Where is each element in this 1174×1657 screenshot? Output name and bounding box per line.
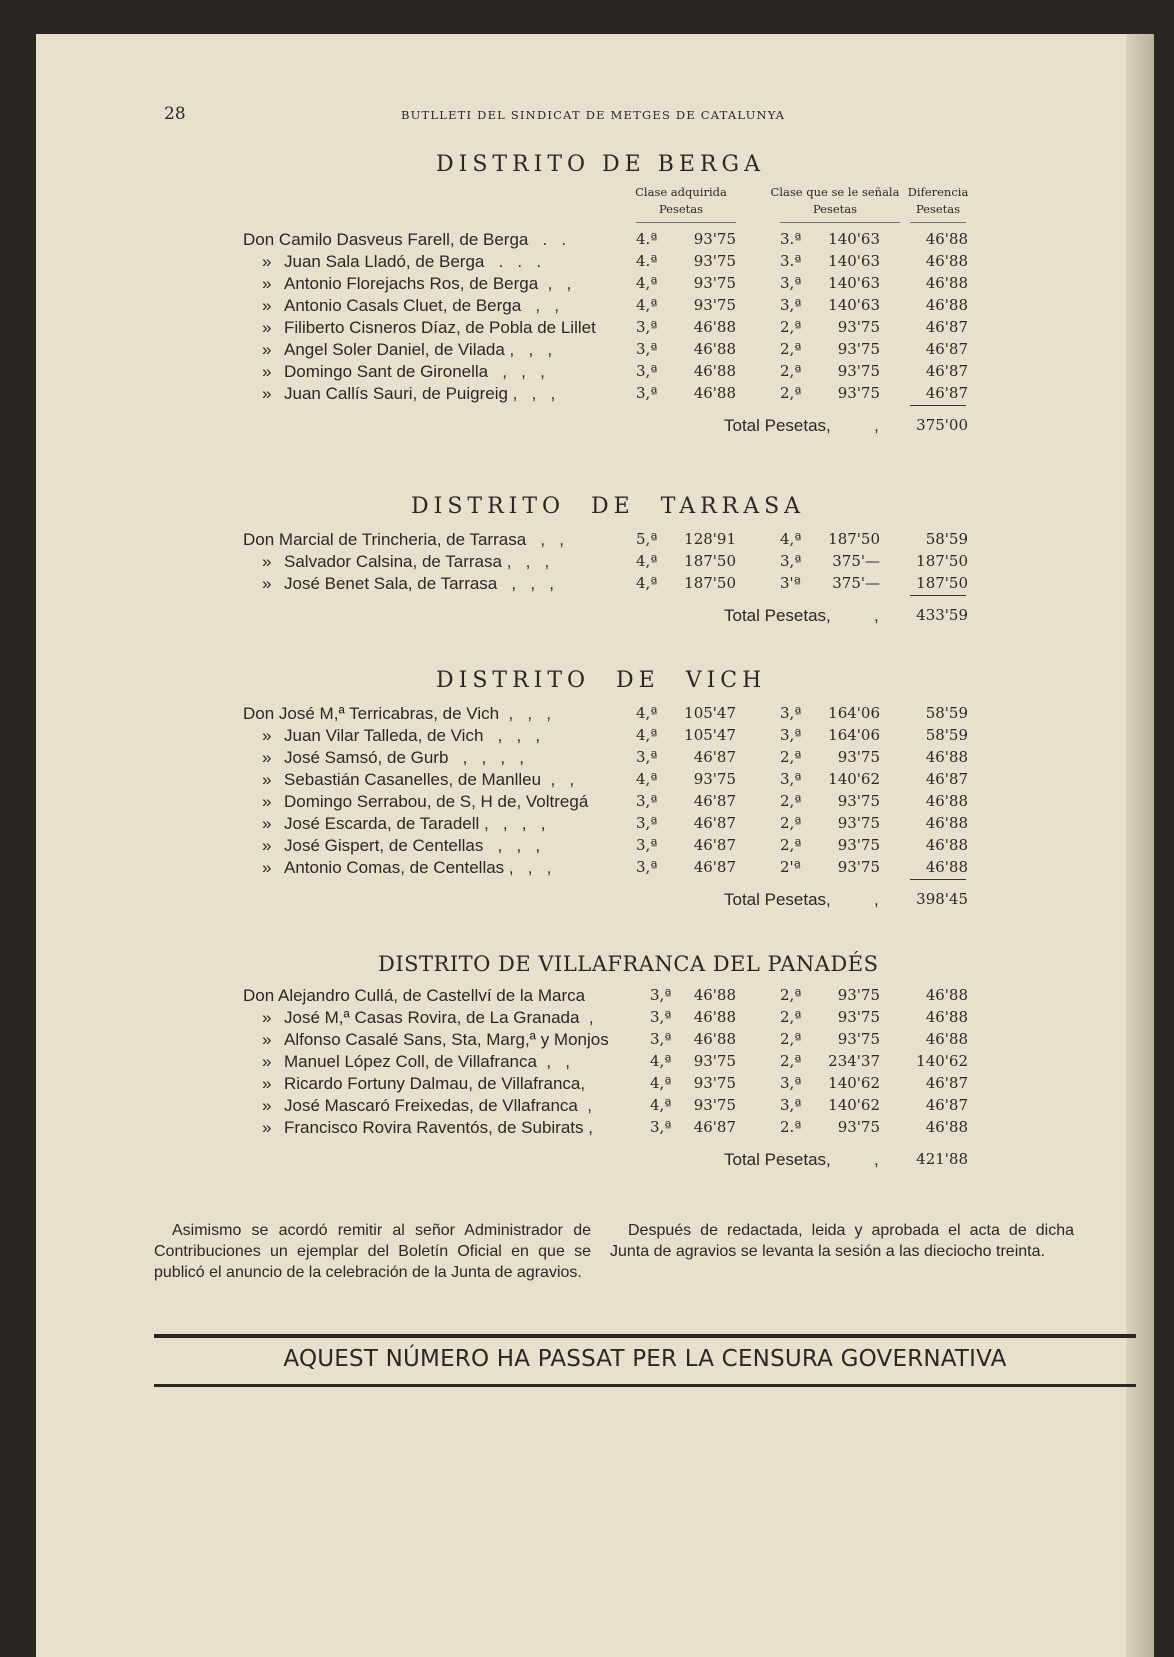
ditto-mark: » <box>262 362 272 381</box>
class-acquired: 3,ª <box>636 858 658 876</box>
column-rule <box>910 222 966 223</box>
class-assigned: 3,ª <box>780 726 802 744</box>
table-row <box>36 1118 1154 1140</box>
person-name: Juan Sala Lladó, de Berga . . . <box>284 252 542 271</box>
table-row <box>36 792 1154 814</box>
person-name: Antonio Casals Cluet, de Berga , , <box>284 296 559 315</box>
closing-paragraph-right: Después de redactada, leida y aprobada el acta de dicha Junta de agravios se levanta la sesión a las dieciocho treinta. <box>610 1222 1074 1260</box>
ditto-mark: » <box>262 770 272 789</box>
class-acquired: 3,ª <box>636 318 658 336</box>
table-row <box>36 1052 1154 1074</box>
value-difference: 58'59 <box>925 704 968 722</box>
class-assigned: 3,ª <box>780 552 802 570</box>
value-assigned: 93'75 <box>837 986 880 1004</box>
value-acquired: 93'75 <box>693 1074 736 1092</box>
value-acquired: 46'88 <box>693 318 736 336</box>
class-acquired: 3,ª <box>650 1118 672 1136</box>
value-difference: 46'88 <box>925 252 968 270</box>
value-assigned: 93'75 <box>837 858 880 876</box>
district-title: DISTRITO DE BERGA <box>436 152 765 177</box>
class-assigned: 2,ª <box>780 384 802 402</box>
value-assigned: 93'75 <box>837 1008 880 1026</box>
ditto-mark: » <box>262 296 272 315</box>
ditto-mark: » <box>262 1052 272 1071</box>
class-assigned: 2'ª <box>780 858 801 876</box>
person-name: Domingo Serrabou, de S, H de, Voltregá <box>284 792 589 811</box>
closing-paragraph-left: Asimismo se acordó remitir al señor Administrador de Contribuciones un ejemplar del Boletín Oficial en que se publicó el anuncio de la celebración de la Junta de agravios. <box>154 1222 591 1281</box>
value-acquired: 46'88 <box>693 362 736 380</box>
person-name: José Mascaró Freixedas, de Vllafranca , <box>284 1096 593 1115</box>
value-assigned: 140'62 <box>828 1074 880 1092</box>
class-assigned: 2,ª <box>780 340 802 358</box>
class-assigned: 2,ª <box>780 748 802 766</box>
value-acquired: 187'50 <box>684 574 736 592</box>
table-row <box>36 574 1154 596</box>
table-row <box>36 274 1154 296</box>
total-comma: , <box>874 606 879 625</box>
table-row <box>36 1008 1154 1030</box>
ditto-mark: » <box>262 748 272 767</box>
class-acquired: 3,ª <box>650 1030 672 1048</box>
total-label: Total Pesetas, <box>724 890 831 909</box>
value-difference: 46'88 <box>925 1008 968 1026</box>
ditto-mark: » <box>262 1074 272 1093</box>
value-assigned: 93'75 <box>837 384 880 402</box>
ditto-mark: » <box>262 340 272 359</box>
value-assigned: 140'63 <box>828 230 880 248</box>
table-row <box>36 748 1154 770</box>
person-name: Domingo Sant de Gironella , , , <box>284 362 545 381</box>
value-assigned: 93'75 <box>837 748 880 766</box>
value-acquired: 93'75 <box>693 252 736 270</box>
class-assigned: 2,ª <box>780 1030 802 1048</box>
value-acquired: 93'75 <box>693 1052 736 1070</box>
table-row <box>36 384 1154 406</box>
total-rule <box>910 879 966 880</box>
total-rule <box>910 595 966 596</box>
col-head-adquirida <box>606 184 756 218</box>
column-rule <box>780 222 900 223</box>
table-row <box>36 986 1154 1008</box>
value-acquired: 46'88 <box>693 1008 736 1026</box>
value-assigned: 93'75 <box>837 1118 880 1136</box>
value-assigned: 140'63 <box>828 296 880 314</box>
value-difference: 140'62 <box>916 1052 968 1070</box>
value-assigned: 164'06 <box>828 726 880 744</box>
table-row <box>36 704 1154 726</box>
person-name: José Samsó, de Gurb , , , , <box>284 748 524 767</box>
person-name: Angel Soler Daniel, de Vilada , , , <box>284 340 553 359</box>
total-row <box>36 1150 1154 1174</box>
value-assigned: 93'75 <box>837 318 880 336</box>
value-assigned: 164'06 <box>828 704 880 722</box>
class-assigned: 2,ª <box>780 986 802 1004</box>
table-row <box>36 726 1154 748</box>
value-assigned: 234'37 <box>828 1052 880 1070</box>
class-assigned: 3,ª <box>780 770 802 788</box>
table-row <box>36 1096 1154 1118</box>
total-rule <box>910 405 966 406</box>
class-acquired: 4,ª <box>636 574 658 592</box>
person-name: José Escarda, de Taradell , , , , <box>284 814 546 833</box>
district-title: DISTRITO DE TARRASA <box>411 494 806 519</box>
class-acquired: 5,ª <box>636 530 658 548</box>
page-number: 28 <box>164 104 186 124</box>
class-assigned: 2,ª <box>780 362 802 380</box>
table-row <box>36 836 1154 858</box>
class-acquired: 4,ª <box>636 726 658 744</box>
value-acquired: 46'88 <box>693 986 736 1004</box>
value-assigned: 187'50 <box>828 530 880 548</box>
value-acquired: 93'75 <box>693 1096 736 1114</box>
person-name: Alfonso Casalé Sans, Sta, Marg,ª y Monjos <box>284 1030 609 1049</box>
value-difference: 46'87 <box>925 362 968 380</box>
ditto-mark: » <box>262 318 272 337</box>
person-name: Don Marcial de Trincheria, de Tarrasa , , <box>243 530 564 549</box>
class-assigned: 2,ª <box>780 792 802 810</box>
col-head-adquirida-line2: Pesetas <box>658 202 704 216</box>
value-difference: 46'88 <box>925 792 968 810</box>
person-name: José Benet Sala, de Tarrasa , , , <box>284 574 554 593</box>
value-assigned: 140'62 <box>828 1096 880 1114</box>
value-assigned: 93'75 <box>837 836 880 854</box>
value-assigned: 93'75 <box>837 340 880 358</box>
class-acquired: 4,ª <box>636 274 658 292</box>
censor-bottom-rule <box>154 1384 1136 1387</box>
class-assigned: 3,ª <box>780 704 802 722</box>
table-row <box>36 814 1154 836</box>
ditto-mark: » <box>262 384 272 403</box>
total-label: Total Pesetas, <box>724 606 831 625</box>
total-row <box>36 890 1154 914</box>
value-acquired: 105'47 <box>684 704 736 722</box>
value-acquired: 46'87 <box>693 836 736 854</box>
ditto-mark: » <box>262 1118 272 1137</box>
ditto-mark: » <box>262 858 272 877</box>
value-assigned: 375'— <box>832 552 880 570</box>
table-row <box>36 230 1154 252</box>
table-row <box>36 318 1154 340</box>
total-row <box>36 416 1154 440</box>
value-difference: 46'88 <box>925 858 968 876</box>
class-acquired: 3,ª <box>636 340 658 358</box>
value-assigned: 140'62 <box>828 770 880 788</box>
total-label: Total Pesetas, <box>724 1150 831 1169</box>
table-row <box>36 362 1154 384</box>
table-row <box>36 1074 1154 1096</box>
value-difference: 46'88 <box>925 836 968 854</box>
person-name: Don José M,ª Terricabras, de Vich , , , <box>243 704 552 723</box>
class-assigned: 3.ª <box>780 230 802 248</box>
class-assigned: 2,ª <box>780 318 802 336</box>
value-difference: 187'50 <box>916 574 968 592</box>
ditto-mark: » <box>262 574 272 593</box>
person-name: Don Alejandro Cullá, de Castellví de la Marca <box>243 986 586 1005</box>
ditto-mark: » <box>262 552 272 571</box>
value-difference: 46'87 <box>925 318 968 336</box>
class-acquired: 3,ª <box>650 1008 672 1026</box>
table-row <box>36 770 1154 792</box>
person-name: José Gispert, de Centellas , , , <box>284 836 541 855</box>
district-title: DISTRITO DE VICH <box>436 668 767 693</box>
person-name: Sebastián Casanelles, de Manlleu , , <box>284 770 575 789</box>
class-acquired: 4,ª <box>636 704 658 722</box>
value-difference: 46'87 <box>925 340 968 358</box>
ditto-mark: » <box>262 1096 272 1115</box>
class-assigned: 2,ª <box>780 836 802 854</box>
person-name: Juan Callís Sauri, de Puigreig , , , <box>284 384 556 403</box>
value-acquired: 46'88 <box>693 1030 736 1048</box>
total-label: Total Pesetas, <box>724 416 831 435</box>
value-acquired: 93'75 <box>693 770 736 788</box>
class-acquired: 3,ª <box>636 384 658 402</box>
value-difference: 46'87 <box>925 1074 968 1092</box>
ditto-mark: » <box>262 252 272 271</box>
value-difference: 58'59 <box>925 726 968 744</box>
value-difference: 46'88 <box>925 274 968 292</box>
col-head-senala-line1: Clase que se le señala <box>770 185 900 199</box>
person-name: Manuel López Coll, de Villafranca , , <box>284 1052 571 1071</box>
class-assigned: 2,ª <box>780 1008 802 1026</box>
value-assigned: 375'— <box>832 574 880 592</box>
value-acquired: 128'91 <box>684 530 736 548</box>
value-difference: 46'87 <box>925 770 968 788</box>
value-difference: 46'88 <box>925 230 968 248</box>
total-comma: , <box>874 890 879 909</box>
class-acquired: 4.ª <box>636 252 658 270</box>
column-rule <box>636 222 736 223</box>
col-head-diferencia <box>888 184 988 218</box>
value-difference: 187'50 <box>916 552 968 570</box>
value-assigned: 140'63 <box>828 274 880 292</box>
class-acquired: 3,ª <box>636 792 658 810</box>
value-difference: 46'88 <box>925 814 968 832</box>
class-assigned: 2,ª <box>780 814 802 832</box>
running-title: BUTLLETI DEL SINDICAT DE METGES DE CATALUNYA <box>401 108 786 122</box>
table-row <box>36 296 1154 318</box>
table-row <box>36 858 1154 880</box>
total-row <box>36 606 1154 630</box>
class-acquired: 4,ª <box>650 1052 672 1070</box>
person-name: Don Camilo Dasveus Farell, de Berga . . <box>243 230 567 249</box>
table-row <box>36 340 1154 362</box>
class-acquired: 4,ª <box>650 1074 672 1092</box>
ditto-mark: » <box>262 792 272 811</box>
class-assigned: 3'ª <box>780 574 801 592</box>
class-assigned: 2,ª <box>780 1052 802 1070</box>
value-assigned: 93'75 <box>837 792 880 810</box>
total-amount: 421'88 <box>916 1150 968 1168</box>
class-acquired: 3,ª <box>636 748 658 766</box>
ditto-mark: » <box>262 836 272 855</box>
col-head-diferencia-line2: Pesetas <box>915 202 961 216</box>
col-head-adquirida-line1: Clase adquirida <box>635 185 727 199</box>
class-assigned: 2.ª <box>780 1118 802 1136</box>
total-amount: 375'00 <box>916 416 968 434</box>
class-assigned: 3.ª <box>780 252 802 270</box>
ditto-mark: » <box>262 726 272 745</box>
value-acquired: 46'88 <box>693 384 736 402</box>
total-comma: , <box>874 1150 879 1169</box>
ditto-mark: » <box>262 1030 272 1049</box>
table-row <box>36 530 1154 552</box>
value-acquired: 46'87 <box>693 858 736 876</box>
value-acquired: 105'47 <box>684 726 736 744</box>
total-amount: 433'59 <box>916 606 968 624</box>
value-acquired: 93'75 <box>693 296 736 314</box>
class-acquired: 3,ª <box>636 836 658 854</box>
col-head-senala-line2: Pesetas <box>812 202 858 216</box>
value-acquired: 46'87 <box>693 1118 736 1136</box>
value-acquired: 93'75 <box>693 274 736 292</box>
value-acquired: 46'87 <box>693 814 736 832</box>
value-difference: 46'88 <box>925 296 968 314</box>
table-row <box>36 552 1154 574</box>
censorship-notice: AQUEST NÚMERO HA PASSAT PER LA CENSURA GOVERNATIVA <box>283 1346 1007 1372</box>
class-acquired: 4,ª <box>636 296 658 314</box>
value-assigned: 93'75 <box>837 814 880 832</box>
value-difference: 58'59 <box>925 530 968 548</box>
district-title: DISTRITO DE VILLAFRANCA DEL PANADÉS <box>378 952 879 976</box>
class-assigned: 4,ª <box>780 530 802 548</box>
ditto-mark: » <box>262 814 272 833</box>
document-page <box>36 34 1154 1657</box>
person-name: Francisco Rovira Raventós, de Subirats , <box>284 1118 593 1137</box>
class-acquired: 4.ª <box>636 230 658 248</box>
value-acquired: 93'75 <box>693 230 736 248</box>
value-acquired: 46'87 <box>693 748 736 766</box>
class-assigned: 3,ª <box>780 1096 802 1114</box>
person-name: Juan Vilar Talleda, de Vich , , , <box>284 726 541 745</box>
person-name: Salvador Calsina, de Tarrasa , , , <box>284 552 550 571</box>
class-acquired: 4,ª <box>636 552 658 570</box>
class-acquired: 3,ª <box>636 814 658 832</box>
censor-top-rule <box>154 1334 1136 1338</box>
page-header <box>36 104 1154 124</box>
class-assigned: 3,ª <box>780 296 802 314</box>
value-acquired: 187'50 <box>684 552 736 570</box>
value-difference: 46'88 <box>925 1118 968 1136</box>
class-acquired: 4,ª <box>650 1096 672 1114</box>
value-assigned: 140'63 <box>828 252 880 270</box>
value-acquired: 46'88 <box>693 340 736 358</box>
table-row <box>36 1030 1154 1052</box>
person-name: Filiberto Cisneros Díaz, de Pobla de Lillet <box>284 318 596 337</box>
class-acquired: 4,ª <box>636 770 658 788</box>
person-name: Antonio Florejachs Ros, de Berga , , <box>284 274 572 293</box>
value-difference: 46'88 <box>925 1030 968 1048</box>
class-assigned: 3,ª <box>780 1074 802 1092</box>
ditto-mark: » <box>262 1008 272 1027</box>
person-name: José M,ª Casas Rovira, de La Granada , <box>284 1008 594 1027</box>
class-acquired: 3,ª <box>636 362 658 380</box>
person-name: Ricardo Fortuny Dalmau, de Villafranca, <box>284 1074 586 1093</box>
class-acquired: 3,ª <box>650 986 672 1004</box>
value-difference: 46'87 <box>925 1096 968 1114</box>
value-acquired: 46'87 <box>693 792 736 810</box>
class-assigned: 3,ª <box>780 274 802 292</box>
value-difference: 46'88 <box>925 748 968 766</box>
total-comma: , <box>874 416 879 435</box>
table-row <box>36 252 1154 274</box>
total-amount: 398'45 <box>916 890 968 908</box>
value-assigned: 93'75 <box>837 1030 880 1048</box>
ditto-mark: » <box>262 274 272 293</box>
value-assigned: 93'75 <box>837 362 880 380</box>
person-name: Antonio Comas, de Centellas , , , <box>284 858 552 877</box>
value-difference: 46'88 <box>925 986 968 1004</box>
col-head-diferencia-line1: Diferencia <box>907 185 969 199</box>
value-difference: 46'87 <box>925 384 968 402</box>
